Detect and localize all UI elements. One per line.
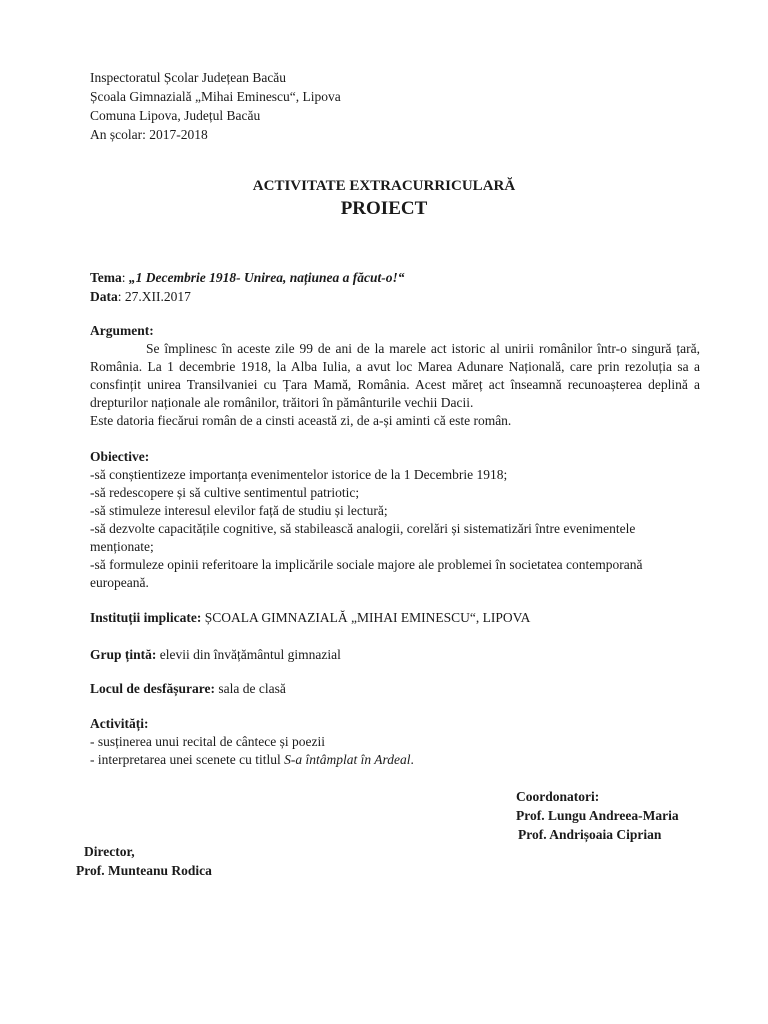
tema-colon: :: [121, 270, 129, 285]
argument-section: [90, 322, 700, 430]
objective-item: -să formuleze opinii referitoare la implicările sociale majore ale problemei în societatea contemporană europeană.: [90, 557, 643, 590]
document-subtitle: PROIECT: [340, 198, 428, 219]
date-line: [90, 287, 191, 306]
document-header: [90, 68, 341, 144]
argument-closing: Este datoria fiecărui român de a cinsti această zi, de a-și aminti că este român.: [90, 413, 512, 428]
commune-name: Comuna Lipova, Județul Bacău: [90, 108, 261, 123]
activities-section: [90, 715, 700, 769]
tema-value: „1 Decembrie 1918- Unirea, națiunea a făcut-o!“: [128, 270, 405, 285]
target-group-value: elevii din învățământul gimnazial: [159, 647, 341, 662]
target-group-line: [90, 645, 341, 664]
director-block: [76, 842, 212, 880]
activity-item: [90, 751, 700, 769]
activity-item-title: S-a întâmplat în Ardeal: [284, 752, 411, 767]
location-line: [90, 679, 286, 698]
director-label: Director,: [84, 844, 135, 859]
objective-item: -să conștientizeze importanța evenimentelor istorice de la 1 Decembrie 1918;: [90, 467, 508, 482]
institutions-line: [90, 608, 530, 627]
school-year: An școlar: 2017-2018: [90, 127, 208, 142]
date-colon: :: [117, 289, 125, 304]
activity-item: - susținerea unui recital de cântece și poezii: [90, 734, 326, 749]
objective-item: -să redescopere și să cultive sentimentul patriotic;: [90, 485, 360, 500]
institutions-label: Instituții implicate:: [90, 610, 202, 625]
target-group-label: Grup țintă:: [90, 647, 157, 662]
activity-item-suffix: .: [410, 752, 414, 767]
location-label: Locul de desfășurare:: [90, 681, 215, 696]
objectives-label: Obiective:: [90, 449, 150, 464]
activity-item-prefix: - interpretarea unei scenete cu titlul: [90, 752, 285, 767]
coordinators-label: Coordonatori:: [516, 789, 600, 804]
argument-paragraph: Se împlinesc în aceste zile 99 de ani de la marele act istoric al unirii românilor într-o singură țară, România. La 1 decembrie 1918, la Alba Iulia, a avut loc Marea Adunare Națională, care prin rezoluția sa a consfințit unirea Transilvaniei cu Țara Mamă, România. Acest măreț act înseamnă recunoașterea deplină a drepturilor naționale ale românilor, trăitori în pământurile vechii Dacii.: [90, 341, 700, 410]
objective-item: -să stimuleze interesul elevilor față de studiu și lectură;: [90, 503, 388, 518]
coordinator-name: Prof. Andrișoaia Ciprian: [518, 827, 662, 842]
date-value: 27.XII.2017: [124, 289, 191, 304]
argument-label: Argument:: [90, 323, 154, 338]
location-value: sala de clasă: [218, 681, 286, 696]
school-name: Școala Gimnazială „Mihai Eminescu“, Lipova: [90, 89, 341, 104]
institutions-value: ȘCOALA GIMNAZIALĂ „MIHAI EMINESCU“, LIPOVA: [204, 610, 531, 625]
objectives-section: [90, 448, 700, 592]
director-name: Prof. Munteanu Rodica: [76, 863, 212, 878]
date-label: Data: [90, 289, 118, 304]
inspectorate-name: Inspectoratul Școlar Județean Bacău: [90, 70, 287, 85]
activities-label: Activități:: [90, 716, 149, 731]
objective-item: -să dezvolte capacitățile cognitive, să stabilească analogii, corelări și sistematizări între evenimentele menționate;: [90, 521, 636, 554]
document-title: ACTIVITATE EXTRACURRICULARĂ: [252, 178, 516, 194]
tema-label: Tema: [90, 270, 122, 285]
coordinator-name: Prof. Lungu Andreea-Maria: [516, 808, 679, 823]
coordinators-block: [516, 787, 679, 844]
tema-line: [90, 268, 405, 287]
